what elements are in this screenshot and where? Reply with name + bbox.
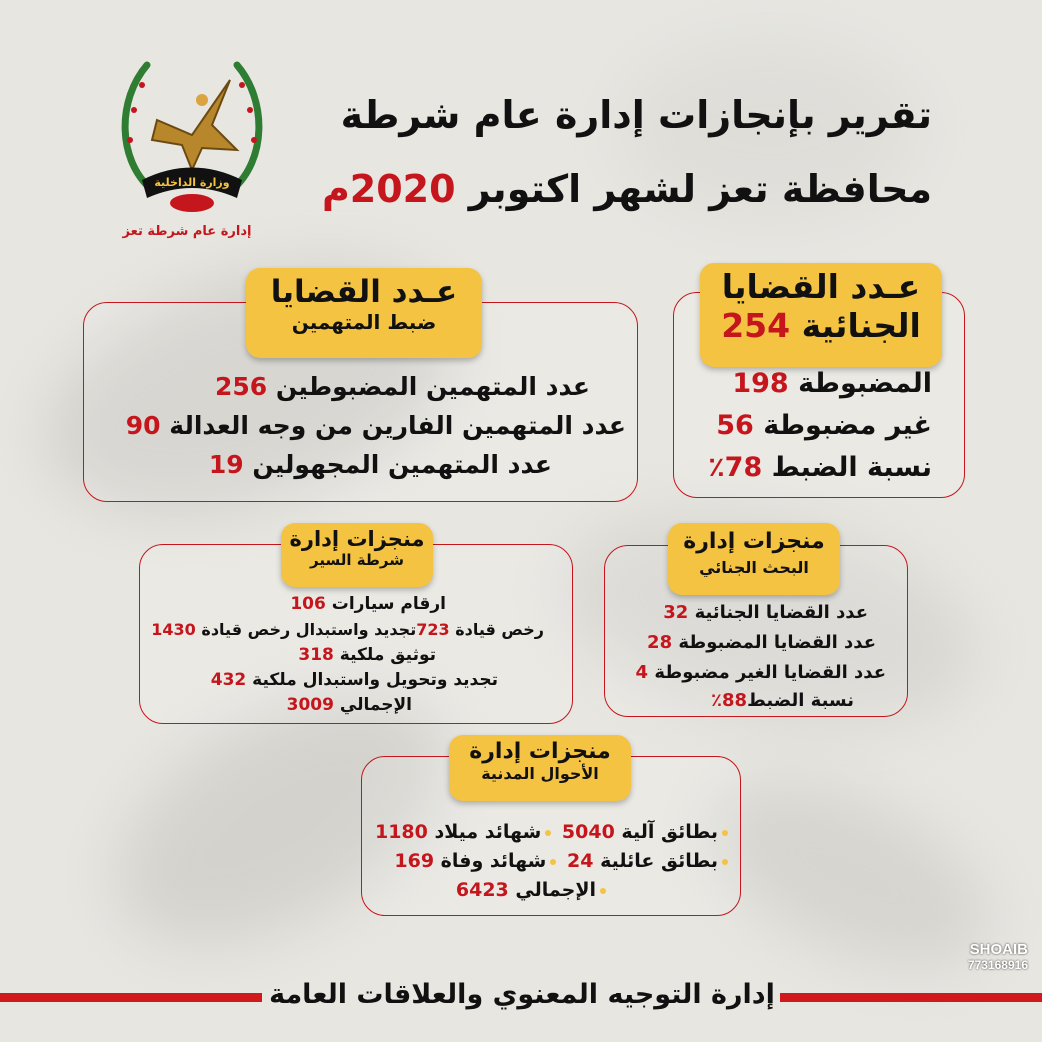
row-label: تجديد واستبدال رخص قيادة xyxy=(201,620,417,639)
row-value: 56 xyxy=(716,410,754,441)
title-year: 2020 xyxy=(349,167,456,211)
civil-status-row xyxy=(394,850,732,872)
page-title-line2 xyxy=(321,167,932,211)
row-value: 318 xyxy=(298,645,334,665)
criminal-investigation-tag xyxy=(668,523,840,595)
bullet-icon xyxy=(545,830,551,836)
row-value: 256 xyxy=(214,372,268,401)
criminal-cases-row xyxy=(708,452,932,483)
criminal-cases-subtitle: الجنائية xyxy=(801,306,921,345)
row-label: ارقام سيارات xyxy=(331,594,446,614)
traffic-police-row xyxy=(298,645,436,665)
row-value: 78٪ xyxy=(708,452,763,483)
civil-status-subtitle: الأحوال المدنية xyxy=(481,764,599,783)
criminal-cases-row xyxy=(732,368,932,399)
row-label: شهائد ميلاد xyxy=(434,821,542,843)
civil-status-title: منجزات إدارة xyxy=(469,739,611,764)
bullet-icon xyxy=(722,830,728,836)
traffic-police-row xyxy=(290,594,446,614)
footer-text: إدارة التوجيه المعنوي والعلاقات العامة xyxy=(269,979,775,1010)
bullet-icon xyxy=(722,859,728,865)
row-value: 28 xyxy=(647,632,673,653)
criminal-cases-total: 254 xyxy=(721,306,791,345)
designer-signature xyxy=(968,941,1028,972)
row-value: 19 xyxy=(208,450,244,479)
row-value: 6423 xyxy=(455,879,509,901)
row-label: عدد المتهمين المضبوطين xyxy=(275,372,590,401)
row-value: 4 xyxy=(635,662,649,683)
traffic-police-subtitle: شرطة السير xyxy=(309,551,405,569)
footer-divider-right xyxy=(780,993,1042,1002)
bullet-icon xyxy=(550,859,556,865)
title-prefix: محافظة تعز لشهر اكتوبر xyxy=(455,167,932,211)
civil-status-row xyxy=(375,821,732,843)
row-value: 723 xyxy=(416,620,450,639)
criminal-investigation-row xyxy=(663,602,868,623)
emblem-banner: وزارة الداخلية xyxy=(154,176,230,189)
row-label: نسبة الضبط xyxy=(771,452,932,483)
criminal-investigation-row xyxy=(711,690,854,711)
title-suffix: م xyxy=(321,167,350,211)
emblem-caption: إدارة عام شرطة تعز xyxy=(122,224,252,239)
criminal-cases-row xyxy=(716,410,932,441)
traffic-police-title: منجزات إدارة xyxy=(289,527,425,551)
criminal-investigation-title: منجزات إدارة xyxy=(683,529,825,554)
suspects-row xyxy=(215,372,590,401)
civil-status-tag xyxy=(449,735,631,801)
row-label: غير مضبوطة xyxy=(763,410,932,441)
page-title-line1: تقرير بإنجازات إدارة عام شرطة xyxy=(340,93,932,137)
row-label: الإجمالي xyxy=(339,695,412,715)
row-value: 24 xyxy=(566,850,594,872)
bullet-icon xyxy=(600,888,606,894)
row-label: نسبة الضبط xyxy=(747,690,854,711)
suspects-row xyxy=(209,450,552,479)
suspects-title: عـدد القضايا xyxy=(270,274,458,310)
suspects-tag xyxy=(246,268,482,358)
row-label: عدد القضايا الغير مضبوطة xyxy=(654,662,886,683)
signature-number: 773168916 xyxy=(967,958,1028,972)
row-label: بطائق آلية xyxy=(621,821,718,843)
row-label: توثيق ملكية xyxy=(339,645,436,665)
row-value: 88٪ xyxy=(711,690,748,711)
police-emblem-icon xyxy=(112,40,272,220)
row-value: 198 xyxy=(732,368,789,399)
row-label: بطائق عائلية xyxy=(600,850,718,872)
row-label: عدد القضايا الجنائية xyxy=(694,602,868,623)
row-value: 169 xyxy=(394,850,435,872)
row-label: رخص قيادة xyxy=(455,620,544,639)
traffic-police-tag xyxy=(281,523,433,587)
criminal-investigation-row xyxy=(636,662,886,683)
suspects-row xyxy=(126,411,626,440)
traffic-police-row xyxy=(151,620,544,639)
row-label: شهائد وفاة xyxy=(440,850,547,872)
row-value: 106 xyxy=(290,594,326,614)
row-value: 3009 xyxy=(286,695,334,715)
footer-divider-left xyxy=(0,993,262,1002)
criminal-investigation-subtitle: البحث الجنائي xyxy=(699,558,809,577)
criminal-investigation-row xyxy=(647,632,876,653)
row-value: 432 xyxy=(210,670,247,690)
traffic-police-row xyxy=(211,670,498,690)
row-label: تجديد وتحويل واستبدال ملكية xyxy=(252,670,498,690)
row-value: 5040 xyxy=(561,821,615,843)
civil-status-row xyxy=(456,879,610,901)
signature-name: SHOAIB xyxy=(969,941,1028,958)
row-label: عدد المتهمين المجهولين xyxy=(252,450,552,479)
traffic-police-row xyxy=(287,695,412,715)
suspects-subtitle: ضبط المتهمين xyxy=(291,310,437,334)
row-value: 1180 xyxy=(374,821,428,843)
criminal-cases-subtitle-line xyxy=(700,306,942,345)
row-value: 32 xyxy=(663,602,689,623)
row-value: 1430 xyxy=(151,620,196,639)
row-label: الإجمالي xyxy=(515,879,596,901)
row-value: 90 xyxy=(125,411,161,440)
row-label: عدد المتهمين الفارين من وجه العدالة xyxy=(169,411,626,440)
row-label: عدد القضايا المضبوطة xyxy=(678,632,876,653)
criminal-cases-title: عـدد القضايا xyxy=(721,267,921,306)
row-label: المضبوطة xyxy=(798,368,932,399)
criminal-cases-tag xyxy=(700,263,942,367)
